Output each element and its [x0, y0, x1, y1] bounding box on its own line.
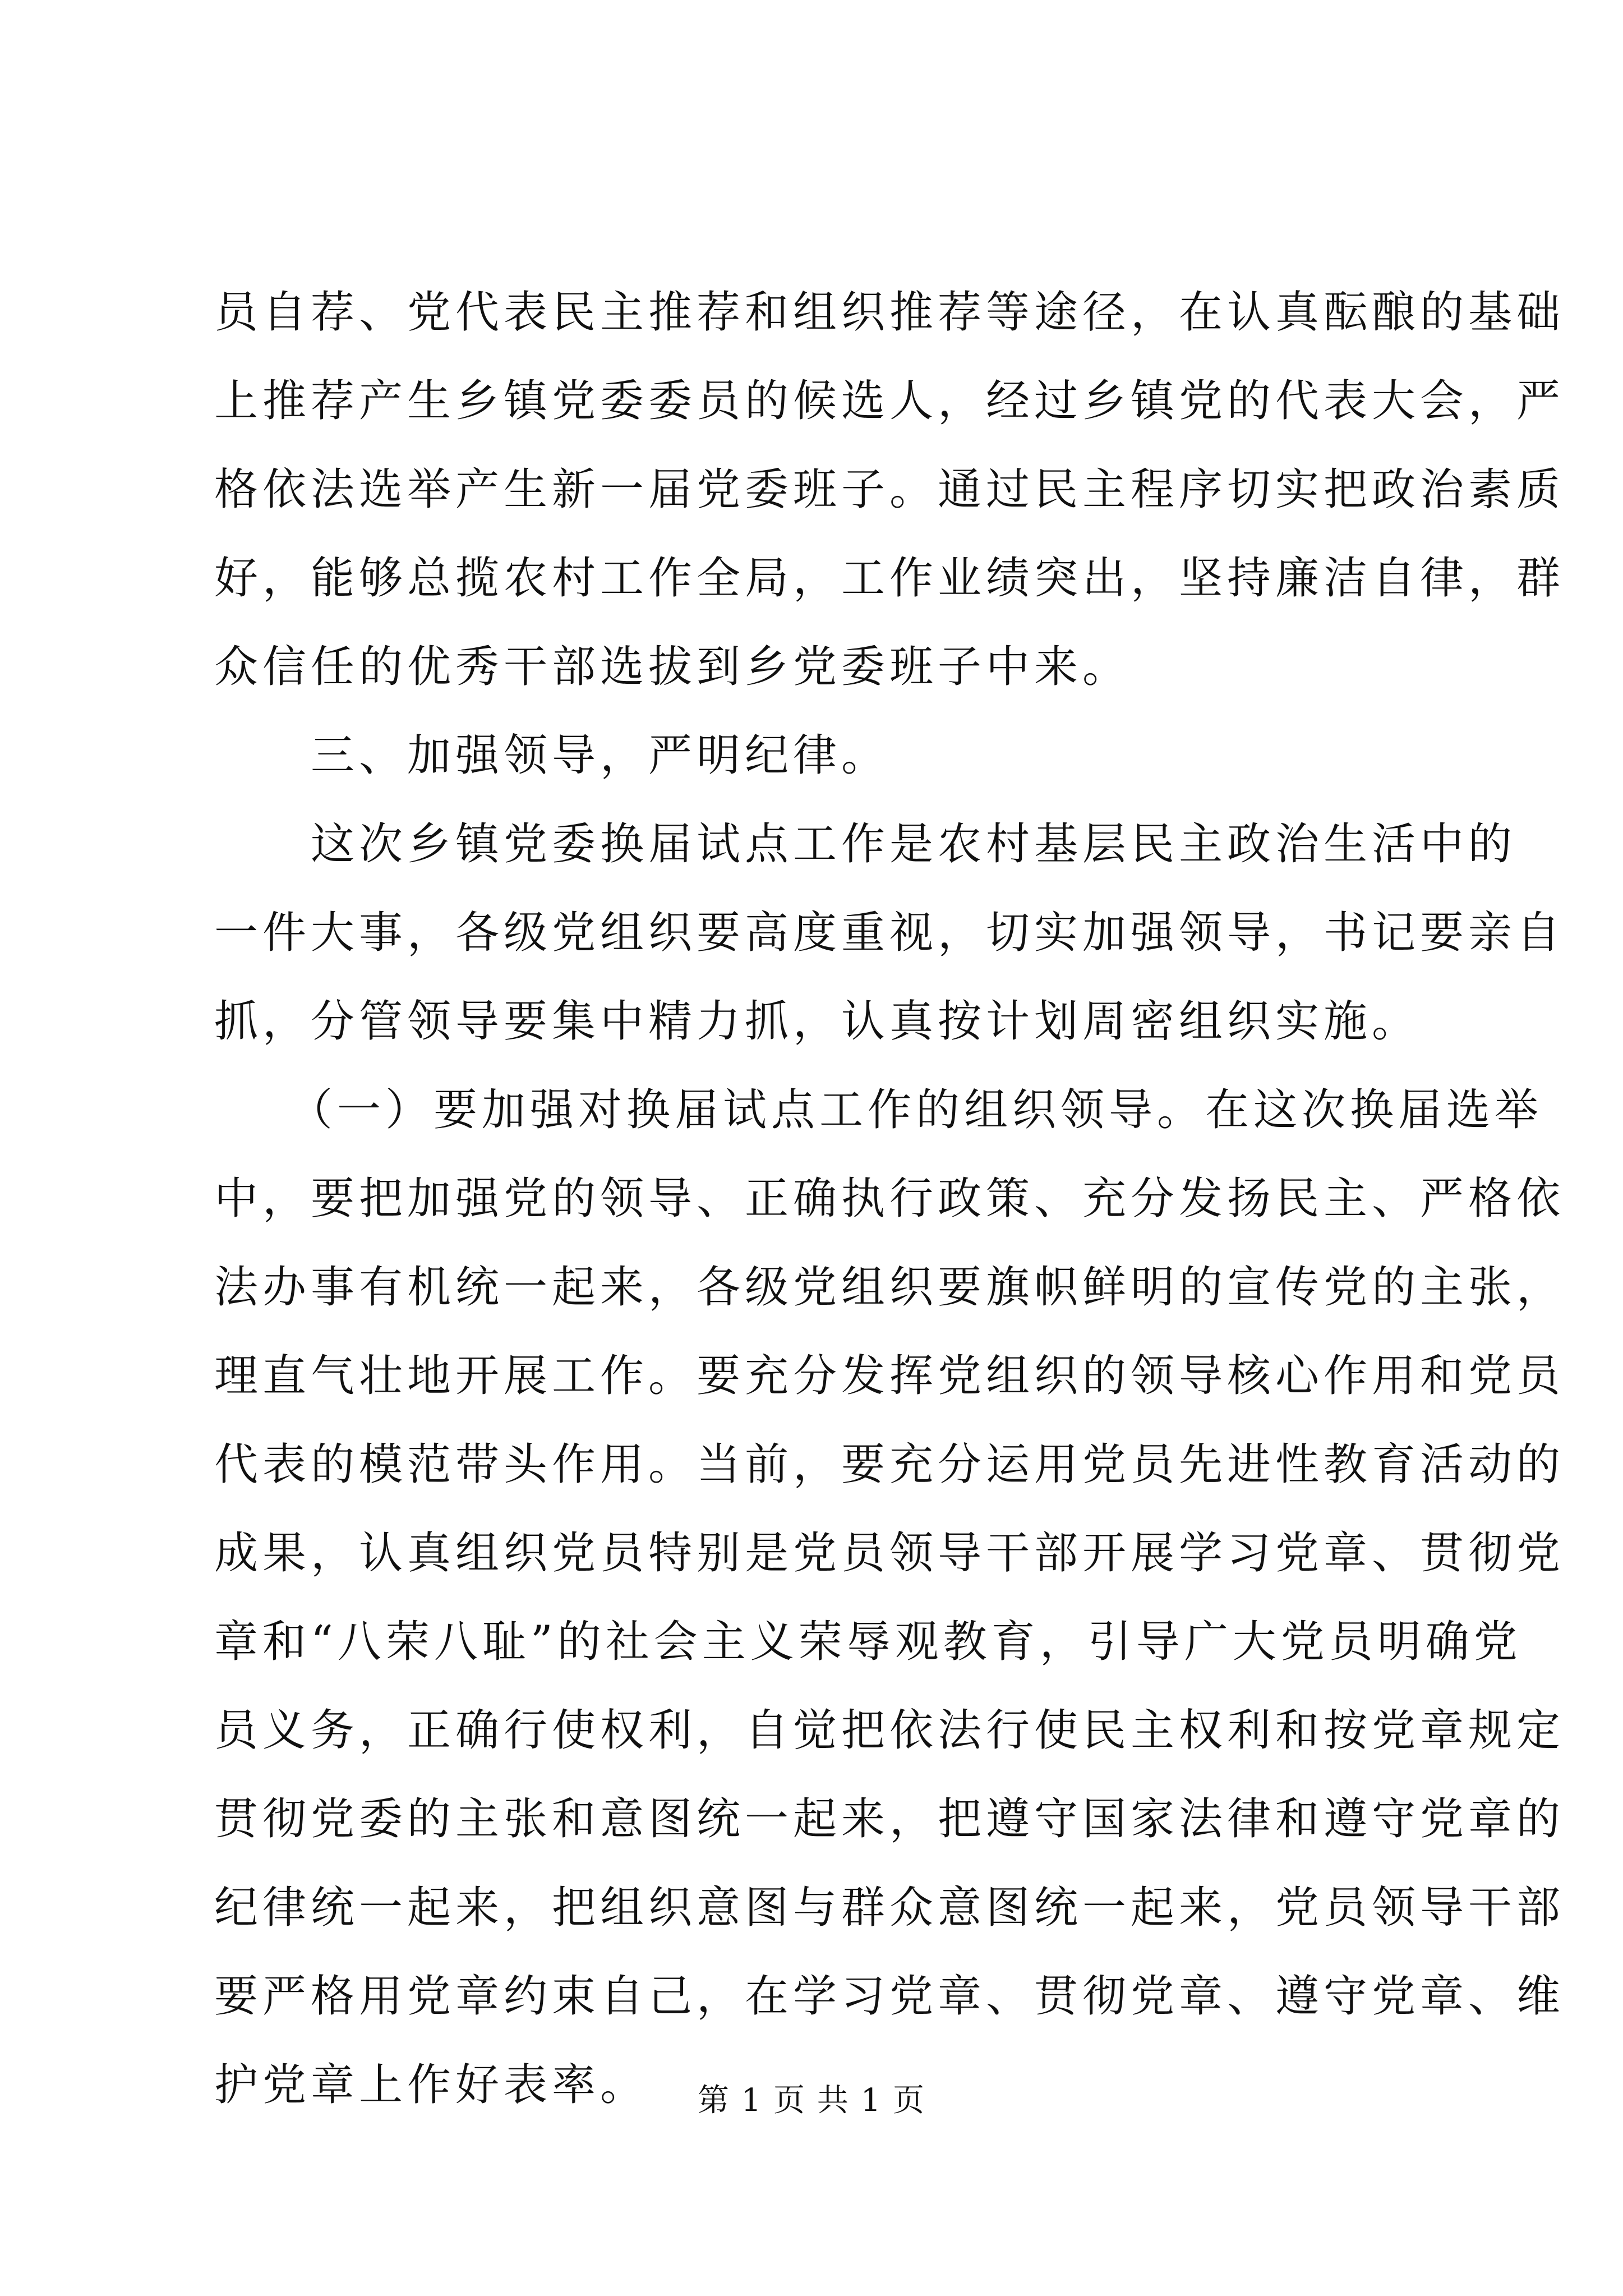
text-line: 好，能够总揽农村工作全局，工作业绩突出，坚持廉洁自律，群 [214, 553, 1565, 604]
text-line: 纪律统一起来，把组织意图与群众意图统一起来，党员领导干部 [214, 1883, 1565, 1933]
text-line: （一）要加强对换届试点工作的组织领导。在这次换届选举 [214, 1085, 1543, 1135]
text-line: 一件大事，各级党组织要高度重视，切实加强领导，书记要亲自 [214, 908, 1565, 958]
text-line: 中，要把加强党的领导、正确执行政策、充分发扬民主、严格依 [214, 1174, 1565, 1224]
text-line: 众信任的优秀干部选拔到乡党委班子中来。 [214, 642, 1131, 692]
text-line: 成果，认真组织党员特别是党员领导干部开展学习党章、贯彻党 [214, 1528, 1565, 1579]
text-line: 员自荐、党代表民主推荐和组织推荐等途径，在认真酝酿的基础 [214, 287, 1565, 338]
text-line: 这次乡镇党委换届试点工作是农村基层民主政治生活中的 [214, 819, 1517, 869]
text-line: 章和“八荣八耻”的社会主义荣辱观教育，引导广大党员明确党 [214, 1617, 1522, 1667]
text-line: 员义务，正确行使权利，自觉把依法行使民主权利和按党章规定 [214, 1705, 1565, 1756]
text-line: 护党章上作好表率。 [214, 2060, 649, 2110]
body-text [214, 268, 1565, 2129]
page-footer: 第 1 页 共 1 页 [697, 2082, 926, 2119]
text-line: 要严格用党章约束自己，在学习党章、贯彻党章、遵守党章、维 [214, 1971, 1565, 2022]
text-line: 贯彻党委的主张和意图统一起来，把遵守国家法律和遵守党章的 [214, 1794, 1565, 1844]
text-line: 抓，分管领导要集中精力抓，认真按计划周密组织实施。 [214, 996, 1421, 1047]
text-line: 理直气壮地开展工作。要充分发挥党组织的领导核心作用和党员 [214, 1351, 1565, 1401]
text-line: 法办事有机统一起来，各级党组织要旗帜鲜明的宣传党的主张， [214, 1262, 1565, 1313]
text-line: 上推荐产生乡镇党委委员的候选人，经过乡镇党的代表大会，严 [214, 376, 1565, 426]
text-line: 格依法选举产生新一届党委班子。通过民主程序切实把政治素质 [214, 464, 1565, 515]
text-line: 代表的模范带头作用。当前，要充分运用党员先进性教育活动的 [214, 1439, 1565, 1490]
section-heading: 三、加强领导，严明纪律。 [214, 730, 890, 781]
